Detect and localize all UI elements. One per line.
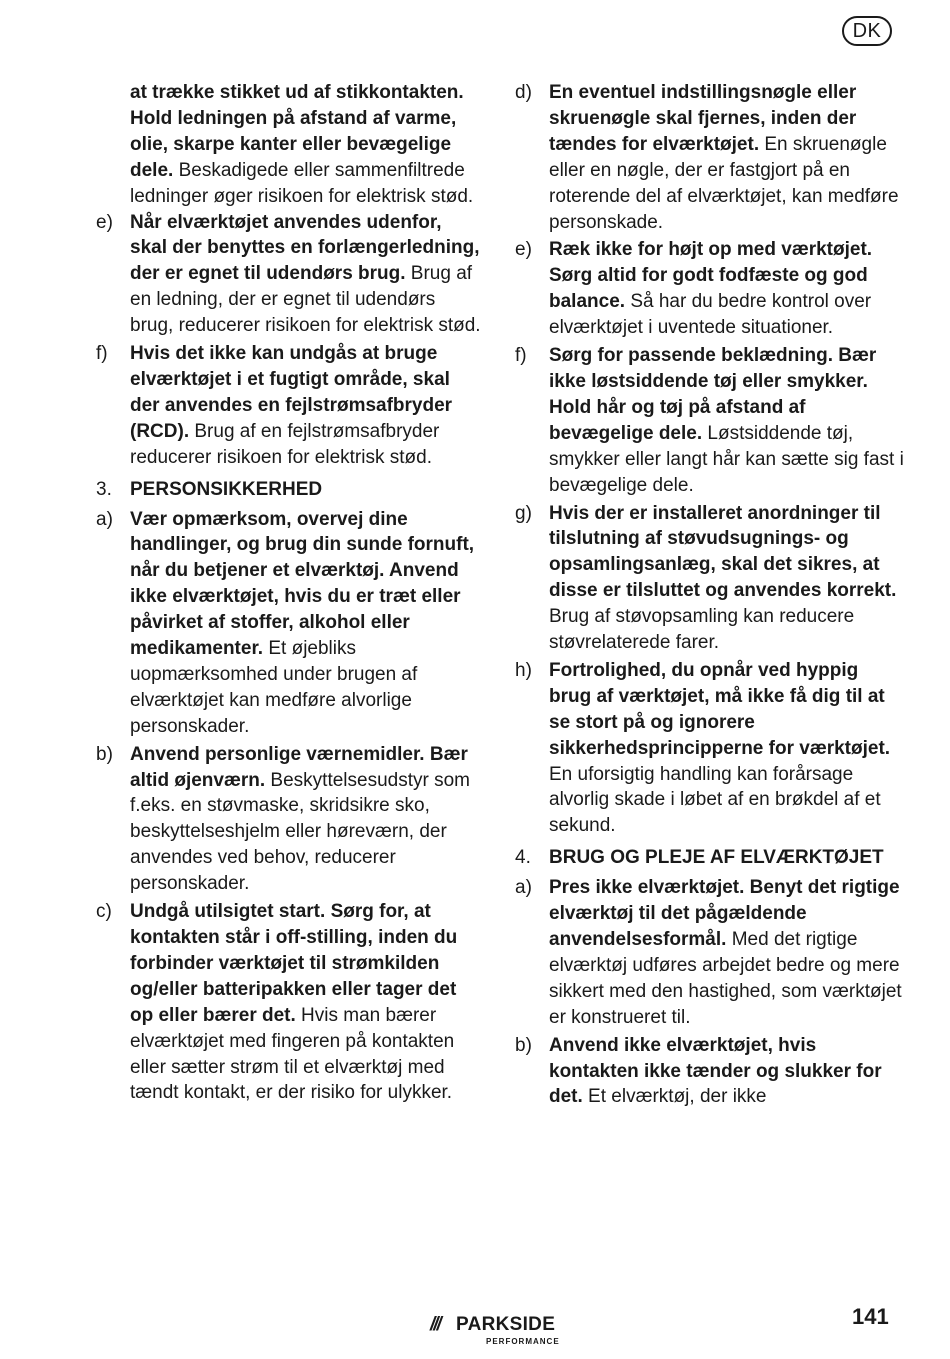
list-item-e xyxy=(96,210,482,340)
list-item-f xyxy=(96,341,482,471)
item-marker: a) xyxy=(96,508,113,530)
right-column xyxy=(515,80,905,1112)
section-number: 4. xyxy=(515,847,531,869)
list-item-b xyxy=(96,742,482,897)
item-marker: b) xyxy=(515,1034,532,1056)
list-item-b xyxy=(515,1033,905,1111)
list-item-e xyxy=(515,237,905,341)
item-bold: En eventuel indstillingsnøgle eller skruenøgle skal fjernes, inden der tændes for elværktøjet. xyxy=(549,82,857,155)
item-text: Løstsiddende tøj, smykker eller langt hår kan sætte sig fast i bevægelige dele. xyxy=(549,422,904,496)
item-marker: g) xyxy=(515,502,532,524)
item-text: Et øjebliks uopmærksomhed under brugen af elværktøjet kan medføre alvorlige personskader. xyxy=(130,638,418,737)
item-text: En skruenøgle eller en nøgle, der er fastgjort på en roterende del af elværktøjet, kan medføre personskade. xyxy=(549,133,899,233)
item-bold: Undgå utilsigtet start. Sørg for, at kontakten står i off-stilling, inden du forbinder værktøjet til strømkilden og/eller batteripakken eller tager det op eller bærer det. xyxy=(130,901,458,1026)
item-text: Brug af støvopsamling kan reducere støvrelaterede farer. xyxy=(549,606,855,654)
item-bold: Ræk ikke for højt op med værktøjet. Sørg altid for godt fodfæste og god balance. xyxy=(549,239,873,313)
list-item-d xyxy=(515,80,905,235)
logo-subtitle: PERFORMANCE xyxy=(486,1337,560,1346)
intro-paragraph xyxy=(96,80,482,210)
item-marker: d) xyxy=(515,82,532,103)
item-text: Brug af en ledning, der er egnet til udendørs brug, reducerer risikoen for elektrisk stød. xyxy=(130,263,481,337)
list-item-a xyxy=(515,875,905,1030)
logo-brand: PARKSIDE xyxy=(456,1314,556,1335)
item-bold: Anvend personlige værnemidler. Bær altid øjenværn. xyxy=(130,743,468,791)
parkside-logo xyxy=(430,1314,590,1348)
item-marker: e) xyxy=(515,239,532,261)
left-column xyxy=(96,80,482,1108)
list-item-a xyxy=(96,507,482,740)
item-marker: f) xyxy=(515,345,527,367)
item-bold: Fortrolighed, du opnår ved hyppig brug af værktøjet, må ikke få dig til at se stort på og ignorere sikkerhedsprincipperne for værktøjet. xyxy=(549,659,891,759)
item-bold: Når elværktøjet anvendes udenfor, skal der benyttes en forlængerledning, der er egnet til udendørs brug. xyxy=(130,211,480,285)
item-text: Brug af en fejlstrømsafbryder reducerer risikoen for elektrisk stød. xyxy=(130,420,440,468)
list-item-c xyxy=(96,899,482,1106)
section-heading-4 xyxy=(515,845,905,871)
item-marker: c) xyxy=(96,901,112,923)
list-item-f xyxy=(515,343,905,498)
section-number: 3. xyxy=(96,478,112,500)
item-bold: Sørg for passende beklædning. Bær ikke løstsiddende tøj eller smykker. Hold hår og tøj på afstand af bevægelige dele. xyxy=(549,345,877,444)
section-heading-3 xyxy=(96,477,482,503)
item-text: Så har du bedre kontrol over elværktøjet i uventede situationer. xyxy=(549,291,872,339)
intro-bold: at trække stikket ud af stikkontakten. Hold ledningen på afstand af varme, olie, skarpe kanter eller bevægelige dele. xyxy=(130,82,464,181)
section-title: PERSONSIKKERHED xyxy=(130,478,323,500)
item-marker: e) xyxy=(96,211,113,233)
item-bold: Pres ikke elværktøjet. Benyt det rigtige elværktøj til det pågældende anvendelsesformål. xyxy=(549,877,900,950)
item-text: En uforsigtig handling kan forårsage alvorlig skade i løbet af en brøkdel af et sekund. xyxy=(549,763,881,837)
item-bold: Anvend ikke elværktøjet, hvis kontakten ikke tænder og slukker for det. xyxy=(549,1034,882,1108)
language-badge: DK xyxy=(842,16,892,46)
logo-slashes-icon: /// xyxy=(430,1314,440,1335)
item-text: Et elværktøj, der ikke xyxy=(582,1086,767,1108)
item-text: Hvis man bærer elværktøjet med fingeren på kontakten eller sætter strøm til et elværktøj med tændt kontakt, er der risiko for ulykker. xyxy=(130,1004,455,1104)
item-bold: Hvis der er installeret anordninger til tilslutning af støvudsugnings- og opsamlingsanlæg, skal det sikres, at disse er tilsluttet og anvendes korrekt. xyxy=(549,502,897,602)
intro-text: Beskadigede eller sammenfiltrede ledninger øger risikoen for elektrisk stød. xyxy=(130,159,474,207)
list-item-h xyxy=(515,658,905,839)
section-title: BRUG OG PLEJE AF ELVÆRKTØJET xyxy=(549,847,884,869)
item-bold: Hvis det ikke kan undgås at bruge elværktøjet i et fugtigt område, skal der anvendes en fejlstrømsafbryder (RCD). xyxy=(130,343,453,442)
item-text: Beskyttelsesudstyr som f.eks. en støvmaske, skridsikre sko, beskyttelseshjelm eller høreværn, der anvendes ved behov, reducerer personskader. xyxy=(130,769,470,895)
item-text: Med det rigtige elværktøj udføres arbejdet bedre og mere sikkert med den hastighed, som værktøjet er konstrueret til. xyxy=(549,929,902,1028)
item-marker: h) xyxy=(515,659,532,681)
item-marker: f) xyxy=(96,343,108,365)
page-number: 141 xyxy=(852,1304,889,1329)
item-marker: a) xyxy=(515,877,532,899)
item-bold: Vær opmærksom, overvej dine handlinger, og brug din sunde fornuft, når du betjener et elværktøj. Anvend ikke elværktøjet, hvis du er træt eller påvirket af stoffer, alkohol eller medikamenter. xyxy=(130,508,475,660)
list-item-g xyxy=(515,501,905,656)
item-marker: b) xyxy=(96,743,113,765)
